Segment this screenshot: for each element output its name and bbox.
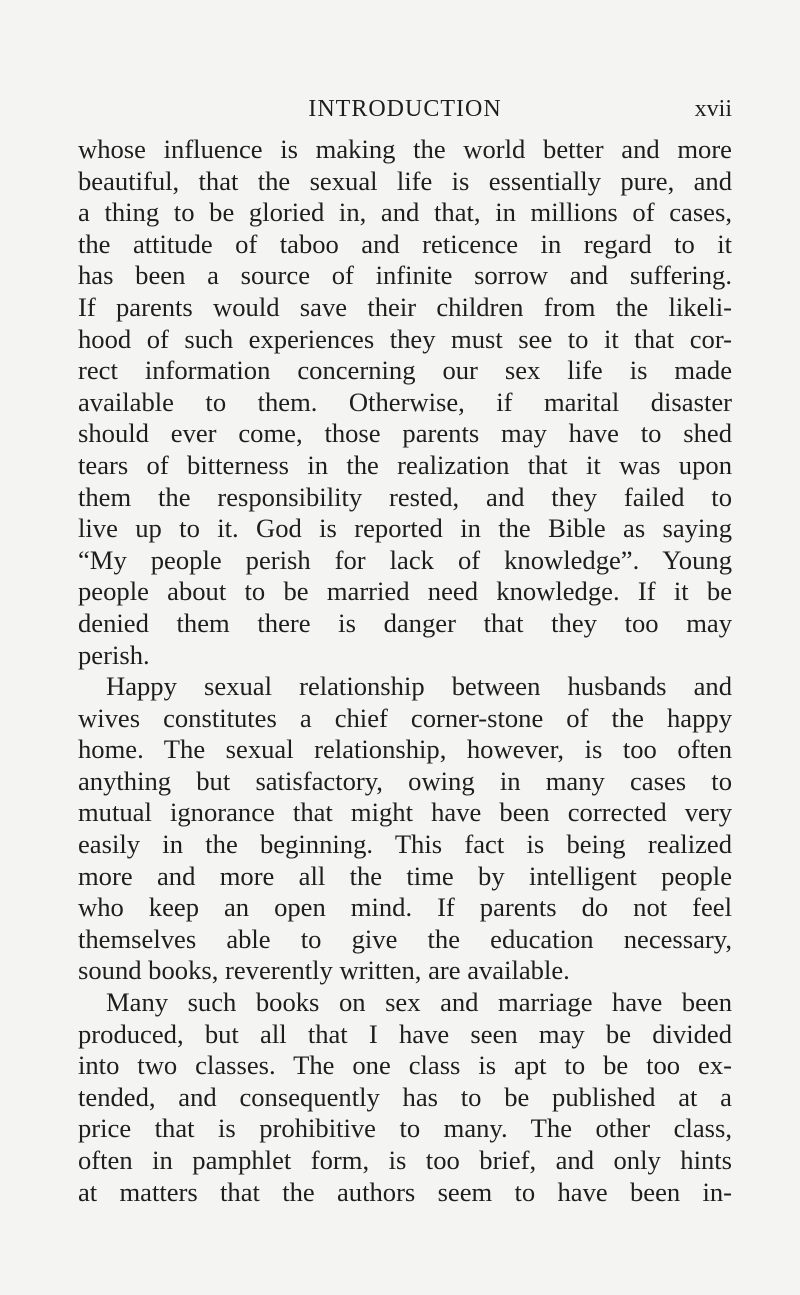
text-line: available to them. Otherwise, if marital disaster (78, 386, 732, 417)
text-line: into two classes. The one class is apt to be too ex- (78, 1050, 732, 1081)
text-line: whose influence is making the world better and more (78, 134, 732, 164)
running-title: INTRODUCTION (308, 96, 502, 122)
text-line: wives constitutes a chief corner-stone of the happy (78, 702, 732, 733)
text-line: Happy sexual relationship between husbands and (106, 671, 732, 702)
text-line: tears of bitterness in the realization that it was upon (78, 449, 732, 480)
text-line: who keep an open mind. If parents do not feel (78, 892, 732, 923)
text-line: perish. (78, 639, 150, 670)
text-line: should ever come, those parents may have to shed (78, 418, 732, 449)
text-line: price that is prohibitive to many. The other class, (78, 1113, 732, 1144)
text-line: a thing to be gloried in, and that, in millions of cases, (78, 197, 732, 228)
text-line: produced, but all that I have seen may be divided (78, 1018, 732, 1049)
text-line: home. The sexual relationship, however, is too often (78, 734, 732, 765)
text-line: more and more all the time by intelligent people (78, 860, 732, 891)
page-number: xvii (694, 96, 732, 122)
body-text (78, 134, 732, 1208)
text-line: anything but satisfactory, owing in many cases to (78, 765, 732, 796)
text-line: mutual ignorance that might have been corrected very (78, 797, 732, 828)
text-line: live up to it. God is reported in the Bible as saying (78, 513, 732, 544)
text-line: sound books, reverently written, are available. (78, 955, 570, 986)
text-line: them the responsibility rested, and they failed to (78, 481, 732, 512)
text-line: Many such books on sex and marriage have been (106, 987, 732, 1018)
text-line: easily in the beginning. This fact is being realized (78, 829, 732, 860)
text-line: often in pamphlet form, is too brief, and only hints (78, 1145, 732, 1175)
text-line: has been a source of infinite sorrow and suffering. (78, 260, 732, 291)
text-line: rect information concerning our sex life is made (78, 355, 732, 386)
text-line: hood of such experiences they must see to it that cor- (78, 323, 732, 354)
text-line: If parents would save their children from the likeli- (78, 291, 732, 322)
text-line: tended, and consequently has to be published at a (78, 1081, 732, 1112)
text-line: the attitude of taboo and reticence in regard to it (78, 228, 732, 259)
text-line: beautiful, that the sexual life is essentially pure, and (78, 165, 732, 196)
text-line: at matters that the authors seem to have been in- (78, 1176, 732, 1207)
text-line: “My people perish for lack of knowledge”. Young (78, 544, 732, 575)
running-head (78, 92, 732, 126)
text-line: denied them there is danger that they too may (78, 607, 732, 638)
text-line: themselves able to give the education necessary, (78, 923, 732, 954)
text-line: people about to be married need knowledge. If it be (78, 576, 732, 607)
